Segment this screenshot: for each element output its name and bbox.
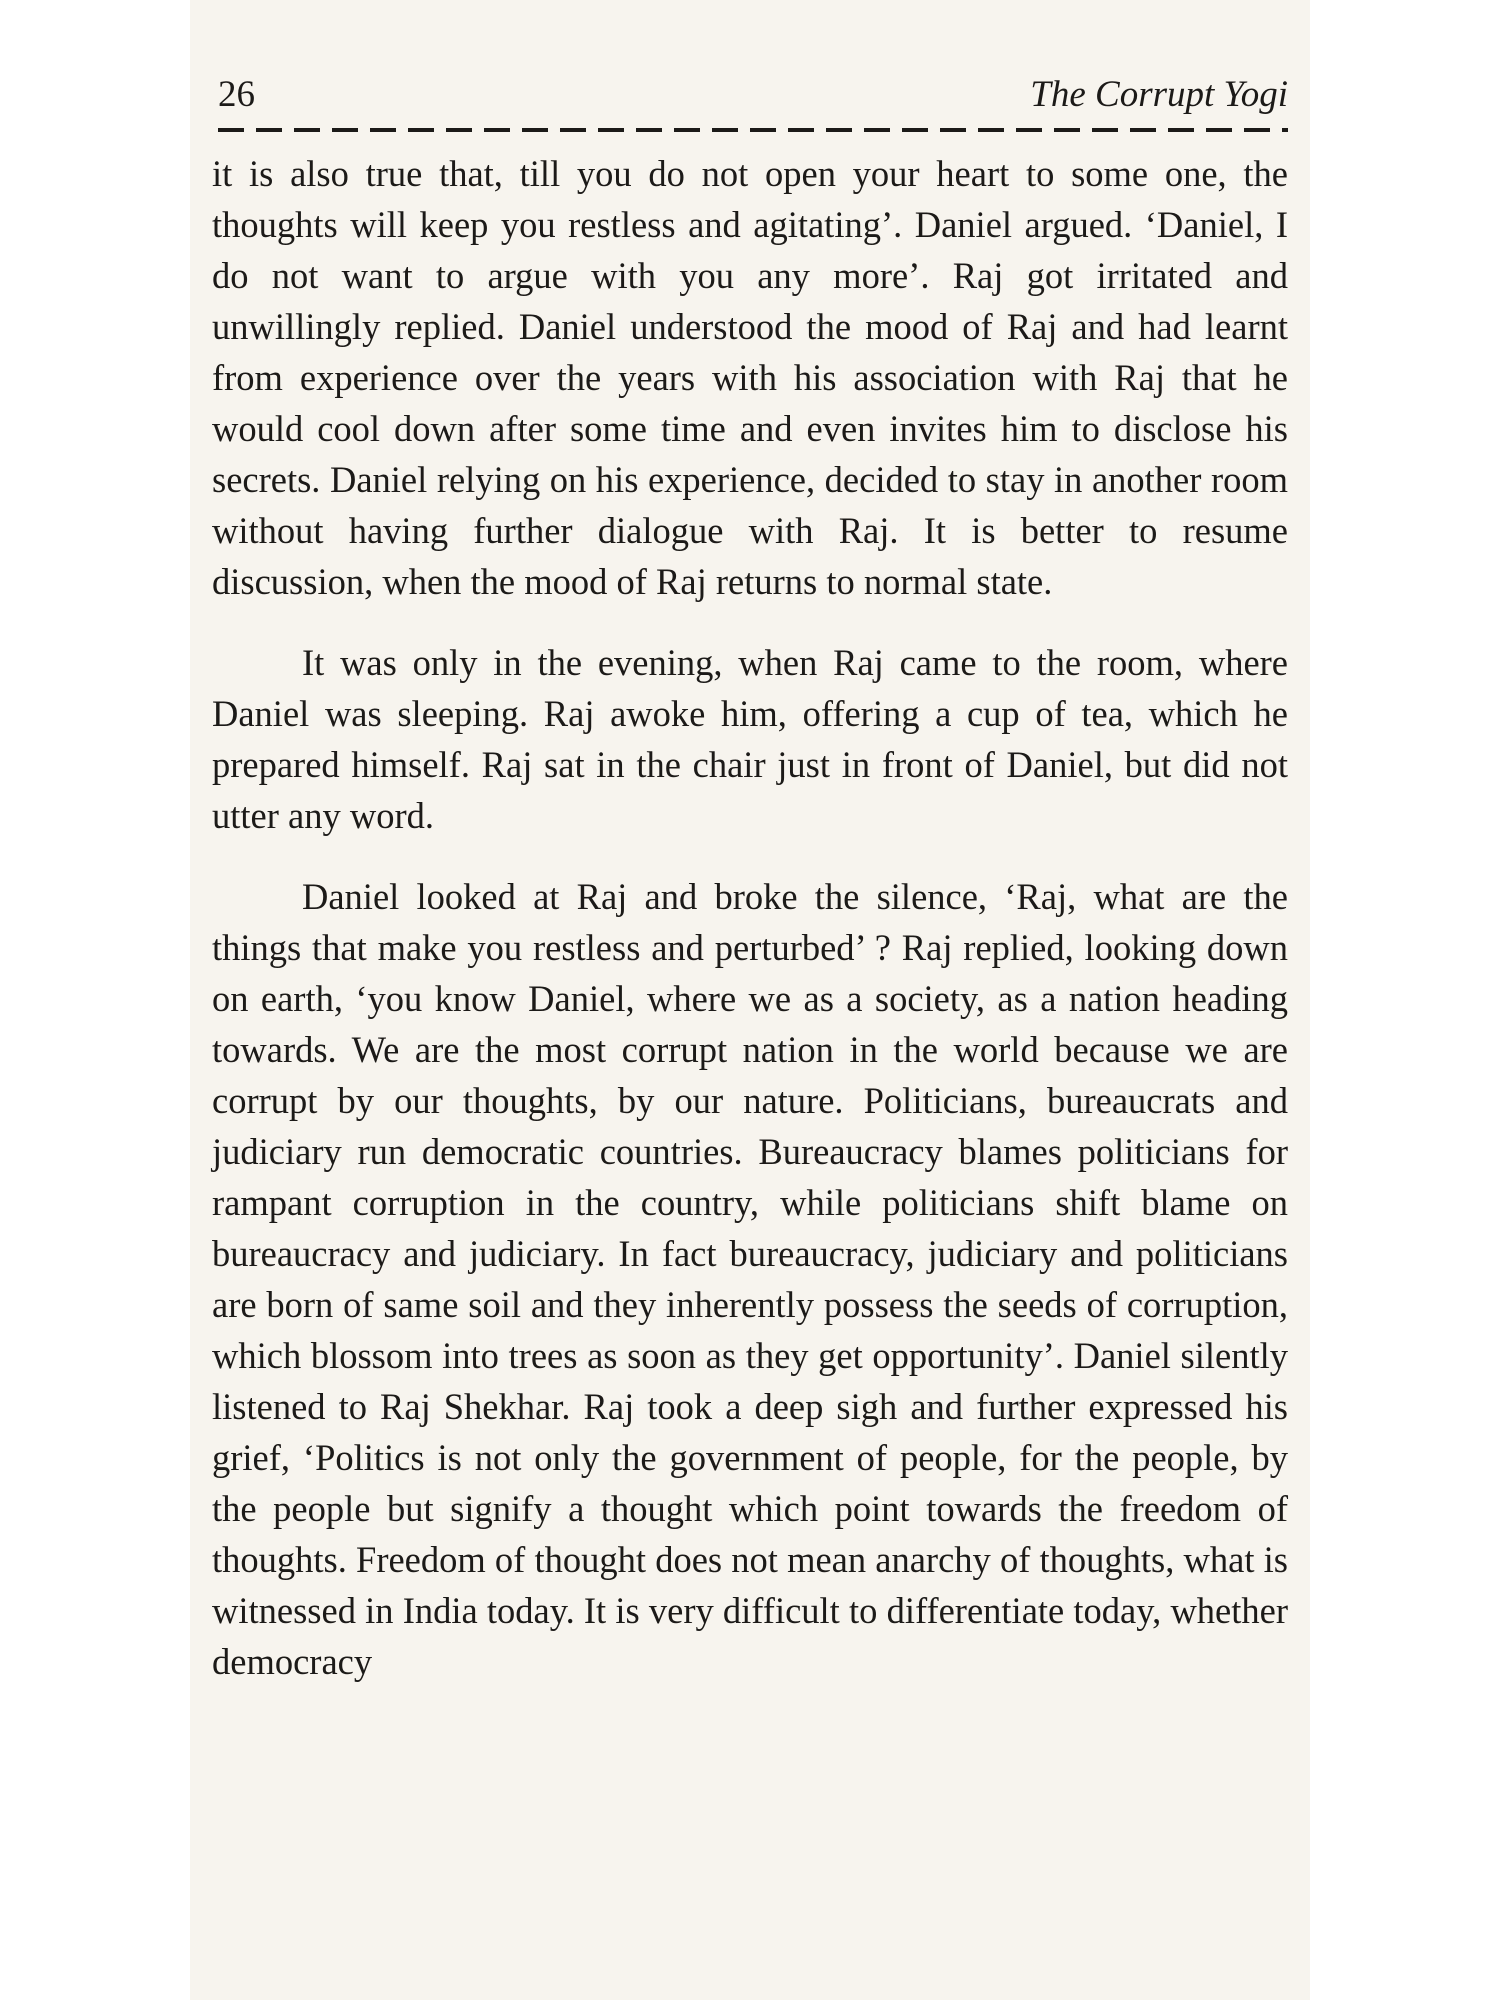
page-header	[218, 70, 1288, 120]
body-text	[212, 148, 1288, 1687]
paragraph-2: It was only in the evening, when Raj came to the room, where Daniel was sleeping. Raj awoke him, offering a cup of tea, which he prepared himself. Raj sat in the chair just in front of Daniel, but did not utter any word.	[212, 642, 1288, 836]
page-number: 26	[218, 74, 255, 115]
header-dashed-rule	[218, 128, 1288, 132]
paragraph-3: Daniel looked at Raj and broke the silence, ‘Raj, what are the things that make you restless and perturbed’ ? Raj replied, looking down on earth, ‘you know Daniel, where we as a society, as a nation heading towards. We are the most corrupt nation in the world because we are corrupt by our thoughts, by our nature. Politicians, bureaucrats and judiciary run democratic countries. Bureaucracy blames politicians for rampant corruption in the country, while politicians shift blame on bureaucracy and judiciary. In fact bureaucracy, judiciary and politicians are born of same soil and they inherently possess the seeds of corruption, which blossom into trees as soon as they get opportunity’. Daniel silently listened to Raj Shekhar. Raj took a deep sigh and further expressed his grief, ‘Politics is not only the government of people, for the people, by the people but signify a thought which point towards the freedom of thoughts. Freedom of thought does not mean anarchy of thoughts, what is witnessed in India today. It is very difficult to differentiate today, whether democracy	[212, 876, 1288, 1682]
book-page	[190, 0, 1310, 2000]
paragraph-1: it is also true that, till you do not open your heart to some one, the thoughts will keep you restless and agitating’. Daniel argued. ‘Daniel, I do not want to argue with you any more’. Raj got irritated and unwillingly replied. Daniel understood the mood of Raj and had learnt from experience over the years with his association with Raj that he would cool down after some time and even invites him to disclose his secrets. Daniel relying on his experience, decided to stay in another room without having further dialogue with Raj. It is better to resume discussion, when the mood of Raj returns to normal state.	[212, 153, 1288, 602]
running-title: The Corrupt Yogi	[1030, 74, 1288, 115]
